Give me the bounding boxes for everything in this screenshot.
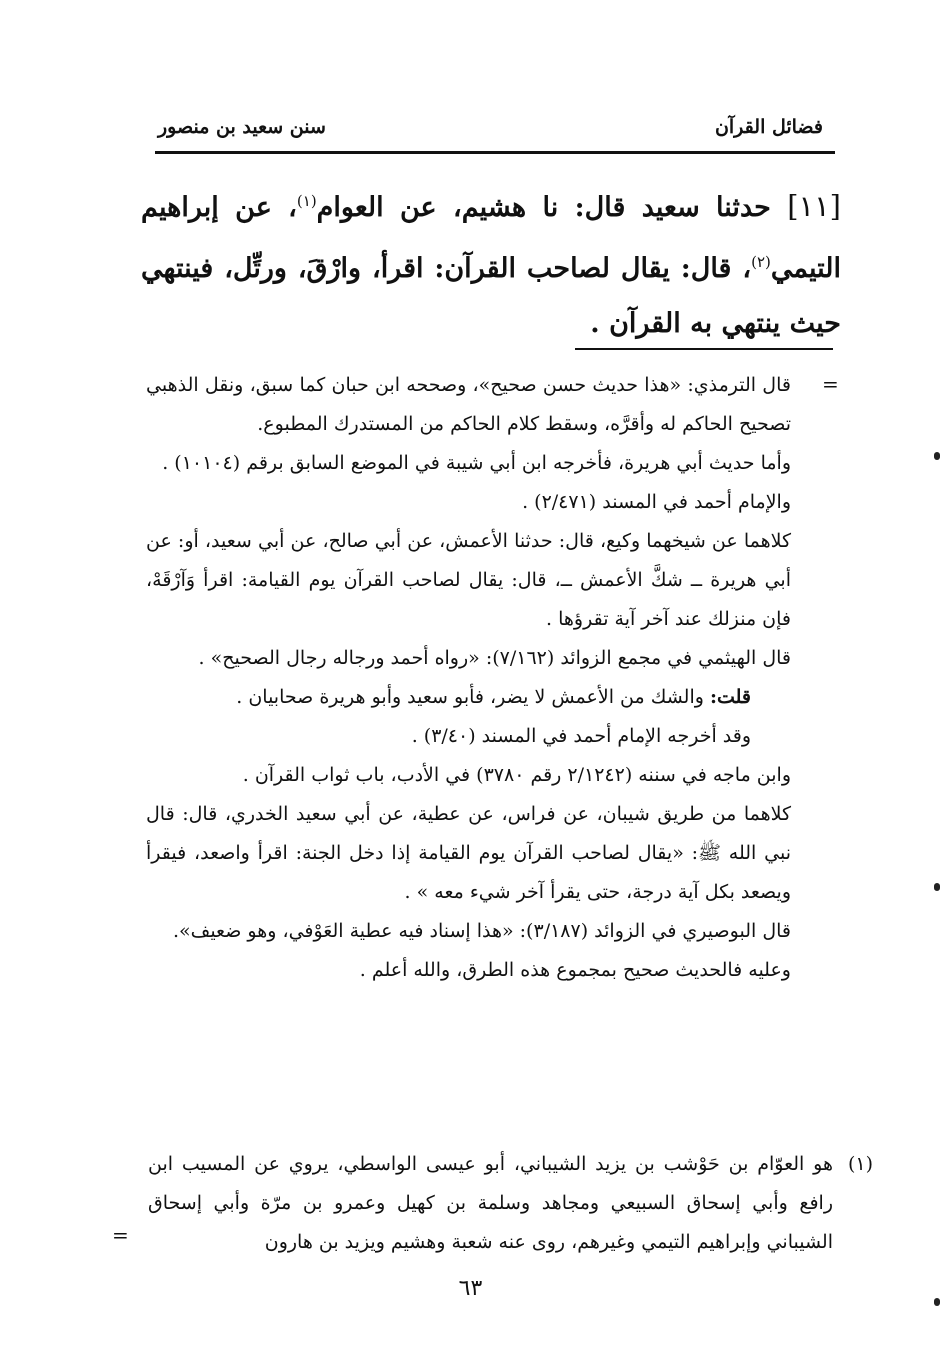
continuation-mark-top: = xyxy=(822,372,839,396)
note-paragraph: قال الترمذي: «هذا حديث حسن صحيح»، وصححه ابن حبان كما سبق، ونقل الذهبي تصحيح الحاكم له وأقرَّه، وسقط كلام الحاكم من المستدرك المطبوع. xyxy=(146,374,791,435)
footnote-1 xyxy=(148,1145,873,1262)
note-qult xyxy=(146,678,791,717)
footnote-1-marker: (١) xyxy=(847,1153,873,1175)
hadith-part-1: حدثنا سعيد قال: نا هشيم، عن العوام xyxy=(316,192,788,223)
note-paragraph: وقد أخرجه الإمام أحمد في المسند (٣/٤٠) . xyxy=(411,725,751,747)
qult-label: قلت: xyxy=(709,686,751,708)
note-paragraph: وعليه فالحديث صحيح بمجموع هذه الطرق، والله أعلم . xyxy=(359,959,791,981)
footnote-ref-1: (١) xyxy=(296,192,317,210)
note-paragraph: وأما حديث أبي هريرة، فأخرجه ابن أبي شيبة في الموضع السابق برقم (١٠١٠٤) . xyxy=(162,452,791,474)
hadith-part-2: ، عن إبراهيم التيمي xyxy=(141,192,841,284)
note-paragraph: قال البوصيري في الزوائد (٣/١٨٧): «هذا إسناد فيه عطية العَوْفي، وهو ضعيف». xyxy=(172,920,791,942)
note-paragraph: والإمام أحمد في المسند (٢/٤٧١) . xyxy=(522,491,791,513)
footnote-ref-2: (٢) xyxy=(751,253,771,271)
running-header-chapter: فضائل القرآن xyxy=(714,116,823,138)
footnote-rule xyxy=(575,348,833,350)
scan-speck xyxy=(934,883,940,891)
scan-speck xyxy=(934,1298,940,1306)
note-paragraph: قال الهيثمي في مجمع الزوائد (٧/١٦٢): «رواه أحمد ورجاله رجال الصحيح» . xyxy=(198,647,791,669)
page-number: ٦٣ xyxy=(458,1276,483,1301)
header-rule xyxy=(155,151,835,154)
hadith-part-3: ، قال: يقال لصاحب القرآن: اقرأ، وارْقَ، ورتِّل، فينتهي حيث ينتهي به القرآن . xyxy=(141,253,841,339)
running-header-book: سنن سعيد بن منصور xyxy=(158,116,326,138)
hadith-text xyxy=(141,174,841,351)
note-paragraph: وابن ماجه في سننه (٢/١٢٤٢ رقم ٣٧٨٠) في الأدب، باب ثواب القرآن . xyxy=(242,764,791,786)
hadith-number: [١١] xyxy=(787,189,841,223)
continuation-mark-bottom: = xyxy=(112,1223,129,1247)
qult-text: والشك من الأعمش لا يضر، فأبو سعيد وأبو هريرة صحابيان . xyxy=(236,686,710,708)
footnote-notes xyxy=(146,366,791,990)
note-paragraph: كلاهما من طريق شيبان، عن فراس، عن عطية، عن أبي سعيد الخدري، قال: قال نبي الله ﷺ: «يقال لصاحب القرآن يوم القيامة إذا دخل الجنة: اقرأ واصعد، فيقرأ ويصعد بكل آية درجة، حتى يقرأ آخر شيء معه » . xyxy=(146,803,791,903)
note-paragraph: كلاهما عن شيخهما وكيع، قال: حدثنا الأعمش، عن أبي صالح، عن أبي سعيد، أو: عن أبي هريرة ــ شكَّ الأعمش ــ، قال: يقال لصاحب القرآن يوم القيامة: اقرأ وَآرْقَهْ، فإن منزلك عند آخر آية تقرؤها . xyxy=(146,530,791,630)
footnote-1-text: هو العوّام بن حَوْشب بن يزيد الشيباني، أبو عيسى الواسطي، يروي عن المسيب ابن رافع وأبي إسحاق السبيعي ومجاهد وسلمة بن كهيل وعمرو بن مرّة وأبي إسحاق الشيباني وإبراهيم التيمي وغيرهم، روى عنه شعبة وهشيم ويزيد بن هارون xyxy=(148,1153,833,1253)
scan-speck xyxy=(934,452,940,460)
